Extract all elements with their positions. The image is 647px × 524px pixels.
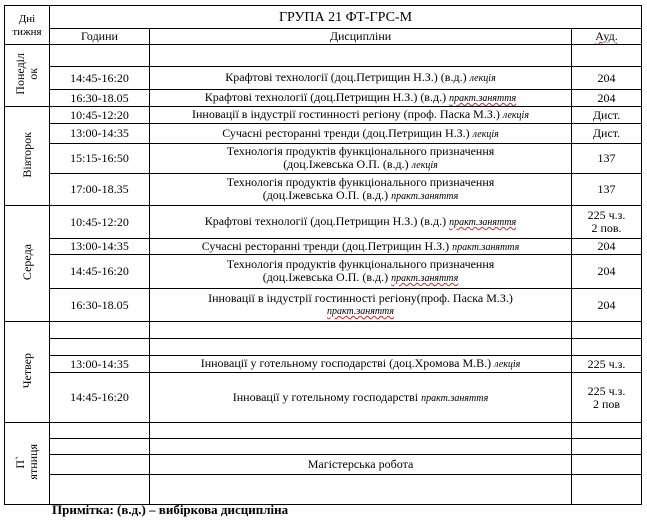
empty-cell: [572, 475, 642, 505]
empty-cell: [150, 322, 572, 339]
empty-cell: [150, 475, 572, 505]
subject-cell: Сучасні ресторанні тренди (доц.Петрищин Н.З.) лекція: [150, 124, 572, 144]
time-cell: 10:45-12:20: [50, 206, 150, 239]
subject-cell: Крафтові технології (доц.Петрищин Н.З.) (в.д.) практ.заняття: [150, 90, 572, 107]
room-cell: 137: [572, 144, 642, 174]
table-row: [5, 144, 642, 174]
time-cell: 14:45-16:20: [50, 67, 150, 90]
room-cell: Дист.: [572, 124, 642, 144]
time-cell: 14:45-16:20: [50, 373, 150, 423]
empty-cell: [50, 339, 150, 356]
table-row: [5, 124, 642, 144]
empty-cell: [50, 439, 150, 455]
empty-cell: [50, 322, 150, 339]
subject-cell: Інновації в індустрії гостинності регіону (проф. Паска М.З.) лекція: [150, 107, 572, 124]
table-row: [5, 107, 642, 124]
room-cell: 137: [572, 174, 642, 206]
table-row: [5, 90, 642, 107]
empty-cell: [150, 339, 572, 356]
footnote: Примітка: (в.д.) – вибіркова дисципліна: [52, 502, 289, 517]
time-cell: 15:15-16:50: [50, 144, 150, 174]
room-cell: 204: [572, 90, 642, 107]
day-monday: Понеділ ок: [5, 45, 50, 107]
time-cell: 16:30-18.05: [50, 90, 150, 107]
day-tuesday: Вівторок: [5, 107, 50, 206]
day-wednesday: Середа: [5, 206, 50, 322]
empty-cell: [50, 475, 150, 505]
empty-cell: [150, 439, 572, 455]
room-cell: 204: [572, 255, 642, 289]
disciplines-header: Дисципліни: [150, 29, 572, 45]
subject-cell: Інновації в індустрії гостинності регіону(проф. Паска М.З.) практ.заняття: [150, 289, 572, 322]
subject-cell: Технологія продуктів функціонального призначення (доц.Іжевська О.П. (в.д.) практ.заняття: [150, 255, 572, 289]
empty-cell: [50, 423, 150, 439]
time-cell: 10:45-12:20: [50, 107, 150, 124]
subject-cell: Крафтові технології (доц.Петрищин Н.З.) (в.д.) лекція: [150, 67, 572, 90]
day-thursday: Четвер: [5, 322, 50, 423]
empty-cell: [572, 439, 642, 455]
subject-cell: Технологія продуктів функціонального призначення (доц.Іжевська О.П. (в.д.) практ.заняття: [150, 174, 572, 206]
empty-cell: [150, 423, 572, 439]
room-cell: Дист.: [572, 107, 642, 124]
hours-header: Години: [50, 29, 150, 45]
subject-cell: Інновації у готельному господарстві практ.заняття: [150, 373, 572, 423]
table-row: [5, 206, 642, 239]
room-cell: 225 ч.з. 2 пов.: [572, 206, 642, 239]
group-title: ГРУПА 21 ФТ-ГРС-М: [50, 6, 642, 29]
table-row: [5, 67, 642, 90]
table-row: [5, 373, 642, 423]
room-cell: 204: [572, 289, 642, 322]
empty-cell: [50, 45, 150, 67]
empty-cell: [572, 455, 642, 475]
empty-cell: [572, 339, 642, 356]
room-cell: 225 ч.з.: [572, 356, 642, 373]
room-cell: 204: [572, 67, 642, 90]
empty-cell: [572, 423, 642, 439]
time-cell: 13:00-14:35: [50, 124, 150, 144]
table-row: [5, 356, 642, 373]
table-row: [5, 174, 642, 206]
days-column-header: Дні тижня: [5, 6, 50, 45]
time-cell: 16:30-18.05: [50, 289, 150, 322]
subject-cell: Сучасні ресторанні тренди (доц.Петрищин Н.З.) практ.заняття: [150, 239, 572, 255]
room-cell: 204: [572, 239, 642, 255]
time-cell: 13:00-14:35: [50, 356, 150, 373]
time-cell: 13:00-14:35: [50, 239, 150, 255]
time-cell: 14:45-16:20: [50, 255, 150, 289]
time-cell: 17:00-18.35: [50, 174, 150, 206]
subject-cell: Інновації у готельному господарстві (доц.Хромова М.В.) лекція: [150, 356, 572, 373]
schedule-table: [4, 5, 642, 505]
subject-cell: Крафтові технології (доц.Петрищин Н.З.) (в.д.) практ.заняття: [150, 206, 572, 239]
table-row: [5, 255, 642, 289]
room-header: Ауд.: [572, 29, 642, 45]
empty-cell: [572, 322, 642, 339]
table-row: [5, 289, 642, 322]
day-friday: П` ятниця: [5, 423, 50, 505]
table-row: [5, 455, 642, 475]
empty-cell: [572, 45, 642, 67]
table-row: [5, 239, 642, 255]
subject-cell: Технологія продуктів функціонального призначення (доц.Іжевська О.П. (в.д.) лекція: [150, 144, 572, 174]
empty-cell: [50, 455, 150, 475]
empty-cell: [150, 45, 572, 67]
subject-cell: Магістерська робота: [150, 455, 572, 475]
room-cell: 225 ч.з. 2 пов: [572, 373, 642, 423]
